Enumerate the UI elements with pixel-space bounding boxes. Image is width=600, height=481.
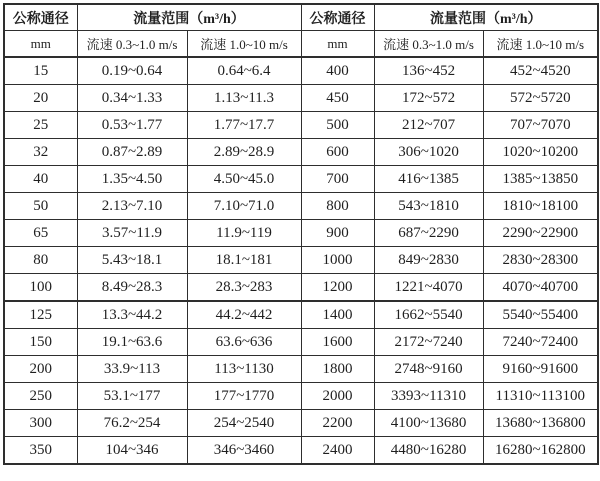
flow-high-cell: 11310~113100 bbox=[483, 383, 598, 410]
dn-cell: 200 bbox=[4, 356, 77, 383]
flow-low-cell: 0.53~1.77 bbox=[77, 112, 187, 139]
header-velocity-high-left: 流速 1.0~10 m/s bbox=[187, 31, 301, 58]
flow-high-cell: 63.6~636 bbox=[187, 329, 301, 356]
header-unit-left: mm bbox=[4, 31, 77, 58]
flow-low-cell: 0.34~1.33 bbox=[77, 85, 187, 112]
table-row bbox=[4, 410, 598, 437]
flow-low-cell: 1221~4070 bbox=[374, 274, 483, 302]
flow-high-cell: 1.13~11.3 bbox=[187, 85, 301, 112]
flow-high-cell: 0.64~6.4 bbox=[187, 57, 301, 85]
dn-cell: 125 bbox=[4, 301, 77, 329]
flow-low-cell: 76.2~254 bbox=[77, 410, 187, 437]
header-flow-range-right: 流量范围（m³/h） bbox=[374, 4, 598, 31]
flow-high-cell: 707~7070 bbox=[483, 112, 598, 139]
dn-cell: 450 bbox=[301, 85, 374, 112]
flow-high-cell: 2830~28300 bbox=[483, 247, 598, 274]
flow-high-cell: 2.89~28.9 bbox=[187, 139, 301, 166]
dn-cell: 50 bbox=[4, 193, 77, 220]
flow-high-cell: 4070~40700 bbox=[483, 274, 598, 302]
dn-cell: 40 bbox=[4, 166, 77, 193]
flow-low-cell: 2.13~7.10 bbox=[77, 193, 187, 220]
dn-cell: 2400 bbox=[301, 437, 374, 465]
dn-cell: 900 bbox=[301, 220, 374, 247]
flow-high-cell: 2290~22900 bbox=[483, 220, 598, 247]
flow-low-cell: 136~452 bbox=[374, 57, 483, 85]
header-unit-right: mm bbox=[301, 31, 374, 58]
flow-high-cell: 11.9~119 bbox=[187, 220, 301, 247]
flow-high-cell: 572~5720 bbox=[483, 85, 598, 112]
table-row bbox=[4, 356, 598, 383]
table-row bbox=[4, 437, 598, 465]
header-row-units bbox=[4, 31, 598, 58]
flow-high-cell: 254~2540 bbox=[187, 410, 301, 437]
dn-cell: 800 bbox=[301, 193, 374, 220]
flow-low-cell: 4480~16280 bbox=[374, 437, 483, 465]
table-row bbox=[4, 112, 598, 139]
dn-cell: 1000 bbox=[301, 247, 374, 274]
flow-low-cell: 543~1810 bbox=[374, 193, 483, 220]
flow-low-cell: 53.1~177 bbox=[77, 383, 187, 410]
dn-cell: 350 bbox=[4, 437, 77, 465]
header-diameter-right: 公称通径 bbox=[301, 4, 374, 31]
flow-high-cell: 44.2~442 bbox=[187, 301, 301, 329]
flow-high-cell: 7.10~71.0 bbox=[187, 193, 301, 220]
table-row bbox=[4, 301, 598, 329]
dn-cell: 80 bbox=[4, 247, 77, 274]
flow-high-cell: 16280~162800 bbox=[483, 437, 598, 465]
flow-low-cell: 306~1020 bbox=[374, 139, 483, 166]
dn-cell: 600 bbox=[301, 139, 374, 166]
table-row bbox=[4, 85, 598, 112]
table-row bbox=[4, 166, 598, 193]
flow-low-cell: 687~2290 bbox=[374, 220, 483, 247]
flow-low-cell: 19.1~63.6 bbox=[77, 329, 187, 356]
flow-low-cell: 3393~11310 bbox=[374, 383, 483, 410]
flow-low-cell: 2748~9160 bbox=[374, 356, 483, 383]
flow-low-cell: 849~2830 bbox=[374, 247, 483, 274]
flow-high-cell: 1020~10200 bbox=[483, 139, 598, 166]
flow-low-cell: 212~707 bbox=[374, 112, 483, 139]
flow-range-table bbox=[3, 3, 599, 465]
dn-cell: 1600 bbox=[301, 329, 374, 356]
table-row bbox=[4, 193, 598, 220]
flow-low-cell: 4100~13680 bbox=[374, 410, 483, 437]
flow-low-cell: 1662~5540 bbox=[374, 301, 483, 329]
table-row bbox=[4, 329, 598, 356]
header-flow-range-left: 流量范围（m³/h） bbox=[77, 4, 301, 31]
flow-low-cell: 2172~7240 bbox=[374, 329, 483, 356]
header-velocity-high-right: 流速 1.0~10 m/s bbox=[483, 31, 598, 58]
dn-cell: 25 bbox=[4, 112, 77, 139]
dn-cell: 2200 bbox=[301, 410, 374, 437]
table-row bbox=[4, 274, 598, 302]
flow-high-cell: 7240~72400 bbox=[483, 329, 598, 356]
table-header bbox=[4, 4, 598, 57]
flow-low-cell: 104~346 bbox=[77, 437, 187, 465]
flow-high-cell: 1810~18100 bbox=[483, 193, 598, 220]
flow-low-cell: 1.35~4.50 bbox=[77, 166, 187, 193]
dn-cell: 700 bbox=[301, 166, 374, 193]
flow-high-cell: 5540~55400 bbox=[483, 301, 598, 329]
dn-cell: 15 bbox=[4, 57, 77, 85]
flow-high-cell: 346~3460 bbox=[187, 437, 301, 465]
table-row bbox=[4, 220, 598, 247]
flow-low-cell: 0.19~0.64 bbox=[77, 57, 187, 85]
flow-low-cell: 8.49~28.3 bbox=[77, 274, 187, 302]
flow-high-cell: 9160~91600 bbox=[483, 356, 598, 383]
flow-high-cell: 28.3~283 bbox=[187, 274, 301, 302]
dn-cell: 1400 bbox=[301, 301, 374, 329]
header-velocity-low-right: 流速 0.3~1.0 m/s bbox=[374, 31, 483, 58]
flow-low-cell: 3.57~11.9 bbox=[77, 220, 187, 247]
flow-low-cell: 13.3~44.2 bbox=[77, 301, 187, 329]
flow-low-cell: 0.87~2.89 bbox=[77, 139, 187, 166]
dn-cell: 150 bbox=[4, 329, 77, 356]
flow-high-cell: 177~1770 bbox=[187, 383, 301, 410]
table-row bbox=[4, 383, 598, 410]
dn-cell: 2000 bbox=[301, 383, 374, 410]
flow-high-cell: 13680~136800 bbox=[483, 410, 598, 437]
dn-cell: 250 bbox=[4, 383, 77, 410]
dn-cell: 100 bbox=[4, 274, 77, 302]
dn-cell: 20 bbox=[4, 85, 77, 112]
flow-high-cell: 452~4520 bbox=[483, 57, 598, 85]
flow-high-cell: 18.1~181 bbox=[187, 247, 301, 274]
dn-cell: 1800 bbox=[301, 356, 374, 383]
dn-cell: 65 bbox=[4, 220, 77, 247]
table-row bbox=[4, 57, 598, 85]
flow-low-cell: 172~572 bbox=[374, 85, 483, 112]
dn-cell: 32 bbox=[4, 139, 77, 166]
header-row-groups bbox=[4, 4, 598, 31]
table-body bbox=[4, 57, 598, 464]
dn-cell: 400 bbox=[301, 57, 374, 85]
flow-high-cell: 4.50~45.0 bbox=[187, 166, 301, 193]
flow-high-cell: 1385~13850 bbox=[483, 166, 598, 193]
table-row bbox=[4, 247, 598, 274]
flow-low-cell: 5.43~18.1 bbox=[77, 247, 187, 274]
flow-low-cell: 33.9~113 bbox=[77, 356, 187, 383]
dn-cell: 300 bbox=[4, 410, 77, 437]
dn-cell: 1200 bbox=[301, 274, 374, 302]
header-diameter-left: 公称通径 bbox=[4, 4, 77, 31]
table-row bbox=[4, 139, 598, 166]
header-velocity-low-left: 流速 0.3~1.0 m/s bbox=[77, 31, 187, 58]
flow-low-cell: 416~1385 bbox=[374, 166, 483, 193]
dn-cell: 500 bbox=[301, 112, 374, 139]
flow-high-cell: 1.77~17.7 bbox=[187, 112, 301, 139]
flow-high-cell: 113~1130 bbox=[187, 356, 301, 383]
